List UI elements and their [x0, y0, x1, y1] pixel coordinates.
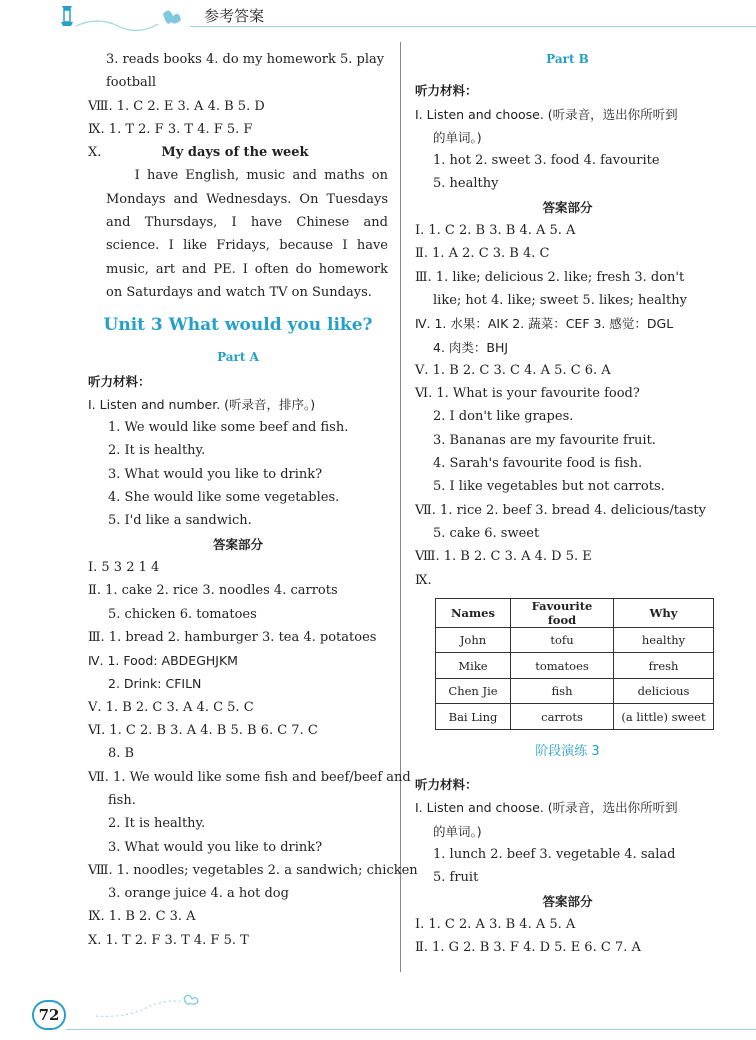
section-x-label: Ⅹ.: [88, 145, 102, 161]
table-row: [436, 627, 714, 653]
table-cell: fish: [511, 678, 614, 704]
right-column: [415, 48, 720, 960]
section-x-line: [88, 141, 388, 164]
listening-label: 听力材料：: [88, 373, 151, 389]
answer-line: Ⅷ. 1. noodles; vegetables 2. a sandwich; chicken: [88, 862, 418, 878]
answer-line: Ⅹ. 1. T 2. F 3. T 4. F 5. T: [88, 932, 249, 948]
table-row: [436, 653, 714, 679]
part-a-title: Part A: [217, 350, 259, 365]
question-line: 的单词。): [433, 823, 482, 839]
answer-line: 3. orange juice 4. a hot dog: [108, 886, 289, 902]
footer-rule: [66, 1029, 756, 1030]
answer-line: fish.: [108, 792, 136, 808]
answer-line: Ⅲ. 1. like; delicious 2. like; fresh 3. don't: [415, 269, 685, 285]
table-cell: carrots: [511, 704, 614, 730]
answer-line: Ⅳ. 1. Food: ABDEGHJKM: [88, 653, 238, 669]
table-cell: delicious: [614, 678, 714, 704]
header-title: 参考答案: [204, 7, 265, 25]
answer-line: Ⅸ. 1. T 2. F 3. T 4. F 5. F: [88, 121, 253, 137]
answer-line: 4. Sarah's favourite food is fish.: [433, 456, 643, 472]
question-line: Ⅰ. Listen and choose. (听录音，选出你所听到: [415, 106, 678, 122]
table-cell: tofu: [511, 627, 614, 653]
answer-line: football: [106, 75, 157, 91]
table-header: Why: [614, 598, 714, 627]
answer-line: Ⅱ. 1. A 2. C 3. B 4. C: [415, 246, 550, 262]
answer-line: Ⅲ. 1. bread 2. hamburger 3. tea 4. potatoes: [88, 629, 377, 645]
answer-line: 3. Bananas are my favourite fruit.: [433, 432, 656, 448]
table-cell: Mike: [436, 653, 511, 679]
essay-title: My days of the week: [161, 145, 309, 161]
list-item: 1. lunch 2. beef 3. vegetable 4. salad: [433, 847, 676, 863]
stage-title: 阶段演练 3: [535, 743, 600, 759]
question-line: Ⅰ. Listen and choose. (听录音，选出你所听到: [415, 800, 678, 816]
left-column: [88, 48, 418, 952]
answer-line: Ⅰ. 5 3 2 1 4: [88, 559, 160, 575]
table-header-row: [436, 598, 714, 627]
answers-label: 答案部分: [542, 199, 593, 215]
list-item: 1. hot 2. sweet 3. food 4. favourite: [433, 153, 660, 169]
list-item: 5. I'd like a sandwich.: [108, 513, 252, 529]
answer-line: 5. chicken 6. tomatoes: [108, 606, 257, 622]
butterfly-trail-decoration-icon: [96, 990, 206, 1020]
table-row: [436, 704, 714, 730]
part-b-title: Part B: [546, 52, 589, 66]
table-cell: fresh: [614, 653, 714, 679]
answer-line: Ⅵ. 1. C 2. B 3. A 4. B 5. B 6. C 7. C: [88, 723, 318, 739]
table-cell: John: [436, 627, 511, 653]
answer-line: like; hot 4. like; sweet 5. likes; healthy: [433, 292, 687, 308]
answer-line: Ⅱ. 1. cake 2. rice 3. noodles 4. carrots: [88, 583, 338, 599]
table-header: Favourite food: [511, 598, 614, 627]
list-item: 2. It is healthy.: [108, 443, 206, 459]
page-header: [0, 0, 756, 40]
answer-line: 2. It is healthy.: [108, 816, 206, 832]
lantern-butterfly-decoration-icon: [58, 2, 188, 38]
answer-line: Ⅵ. 1. What is your favourite food?: [415, 386, 640, 402]
table-cell: tomatoes: [511, 653, 614, 679]
list-item: 3. What would you like to drink?: [108, 466, 323, 482]
table-cell: healthy: [614, 627, 714, 653]
answer-line: 2. Drink: CFILN: [108, 676, 202, 692]
column-divider: [400, 42, 401, 972]
answer-line: Ⅷ. 1. B 2. C 3. A 4. D 5. E: [415, 549, 592, 565]
answer-line: 2. I don't like grapes.: [433, 409, 574, 425]
page-footer: [0, 996, 756, 1040]
question-line: Ⅰ. Listen and number. (听录音，排序。): [88, 396, 316, 412]
list-item: 1. We would like some beef and fish.: [108, 420, 349, 436]
list-item: 4. She would like some vegetables.: [108, 490, 340, 506]
answer-line: Ⅴ. 1. B 2. C 3. A 4. C 5. C: [88, 699, 254, 715]
answers-label: 答案部分: [542, 893, 593, 909]
list-item: 5. fruit: [433, 870, 479, 886]
answer-line: 3. reads books 4. do my homework 5. play: [106, 52, 385, 67]
answer-line: Ⅶ. 1. rice 2. beef 3. bread 4. delicious/tasty: [415, 502, 706, 518]
answer-line: 5. I like vegetables but not carrots.: [433, 479, 665, 495]
answer-line: Ⅴ. 1. B 2. C 3. C 4. A 5. C 6. A: [415, 362, 611, 378]
page-number: 72: [32, 1000, 66, 1030]
answer-line: Ⅷ. 1. C 2. E 3. A 4. B 5. D: [88, 98, 265, 114]
table-row: [436, 678, 714, 704]
answer-line: 8. B: [108, 746, 135, 762]
answer-line: 4. 肉类：BHJ: [433, 339, 509, 355]
list-item: 5. healthy: [433, 176, 499, 192]
answer-line: 3. What would you like to drink?: [108, 839, 323, 855]
favourite-food-table: [435, 598, 714, 730]
listening-label: 听力材料：: [415, 777, 478, 793]
table-cell: Chen Jie: [436, 678, 511, 704]
answer-line: Ⅰ. 1. C 2. A 3. B 4. A 5. A: [415, 916, 576, 932]
answer-line: 5. cake 6. sweet: [433, 525, 540, 541]
header-rule: [190, 26, 756, 27]
answer-line: Ⅰ. 1. C 2. B 3. B 4. A 5. A: [415, 223, 576, 239]
answer-line: Ⅸ. 1. B 2. C 3. A: [88, 909, 196, 925]
answer-line: Ⅸ.: [415, 572, 432, 588]
answer-line: Ⅳ. 1. 水果：AIK 2. 蔬菜：CEF 3. 感觉：DGL: [415, 316, 674, 332]
answers-label: 答案部分: [212, 536, 263, 552]
table-header: Names: [436, 598, 511, 627]
listening-label: 听力材料：: [415, 83, 478, 99]
table-cell: Bai Ling: [436, 704, 511, 730]
table-cell: (a little) sweet: [614, 704, 714, 730]
question-line: 的单词。): [433, 129, 482, 145]
essay-text: I have English, music and maths on Mondays and Wednesdays. On Tuesdays and Thursdays, I have Chinese and science. I like Fridays, because I have music, art and PE. I often do homework on Saturdays and watch TV on Sundays.: [106, 168, 388, 300]
unit-title: Unit 3 What would you like?: [103, 315, 373, 336]
answer-line: Ⅶ. 1. We would like some fish and beef/beef and: [88, 769, 411, 785]
answer-line: Ⅱ. 1. G 2. B 3. F 4. D 5. E 6. C 7. A: [415, 940, 641, 956]
